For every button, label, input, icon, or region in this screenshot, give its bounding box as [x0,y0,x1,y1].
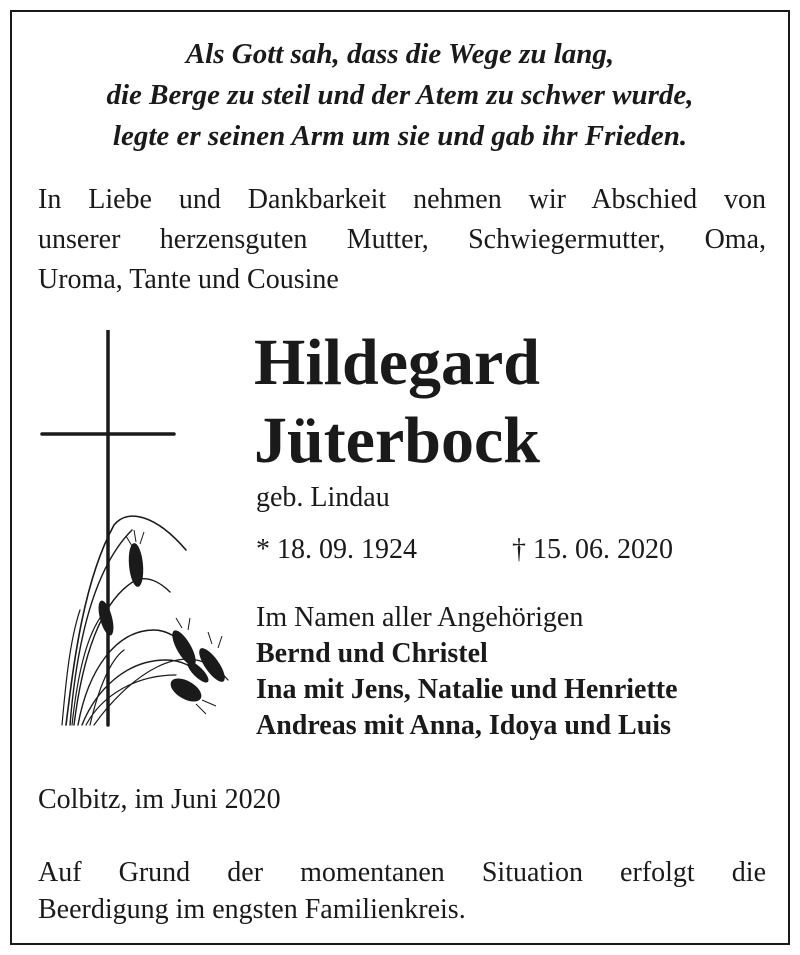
obituary-notice [10,10,790,945]
motto-line: legte er seinen Arm um sie und gab ihr Frieden. [112,120,688,152]
family-member-line: Andreas mit Anna, Idoya und Luis [256,710,671,741]
maiden-name: geb. Lindau [256,482,390,513]
motto [12,34,788,157]
notice-line: Beerdigung im engsten Familienkreis. [38,894,466,925]
family-signature [256,600,678,744]
intro-line: unserer herzensguten Mutter, Schwiegermutter, Oma, [38,224,766,255]
family-intro: Im Namen aller Angehörigen [256,602,584,633]
intro-line: Uroma, Tante und Cousine [38,264,339,295]
motto-line: Als Gott sah, dass die Wege zu lang, [185,38,615,70]
birth-date: * 18. 09. 1924 [256,534,417,565]
notice-line: Auf Grund der momentanen Situation erfolgt die [38,857,766,888]
funeral-notice [38,854,766,928]
place-and-date: Colbitz, im Juni 2020 [38,784,281,815]
last-name: Jüterbock [254,404,540,477]
deceased-name [254,324,540,480]
family-member-line: Ina mit Jens, Natalie und Henriette [256,674,678,705]
cross-with-grain-icon [36,330,246,730]
intro-line: In Liebe und Dankbarkeit nehmen wir Abschied von [38,184,766,215]
intro-text [38,180,766,300]
death-date: † 15. 06. 2020 [512,534,673,565]
family-member-line: Bernd und Christel [256,638,488,669]
motto-line: die Berge zu steil und der Atem zu schwer wurde, [106,79,694,111]
first-name: Hildegard [254,326,541,399]
